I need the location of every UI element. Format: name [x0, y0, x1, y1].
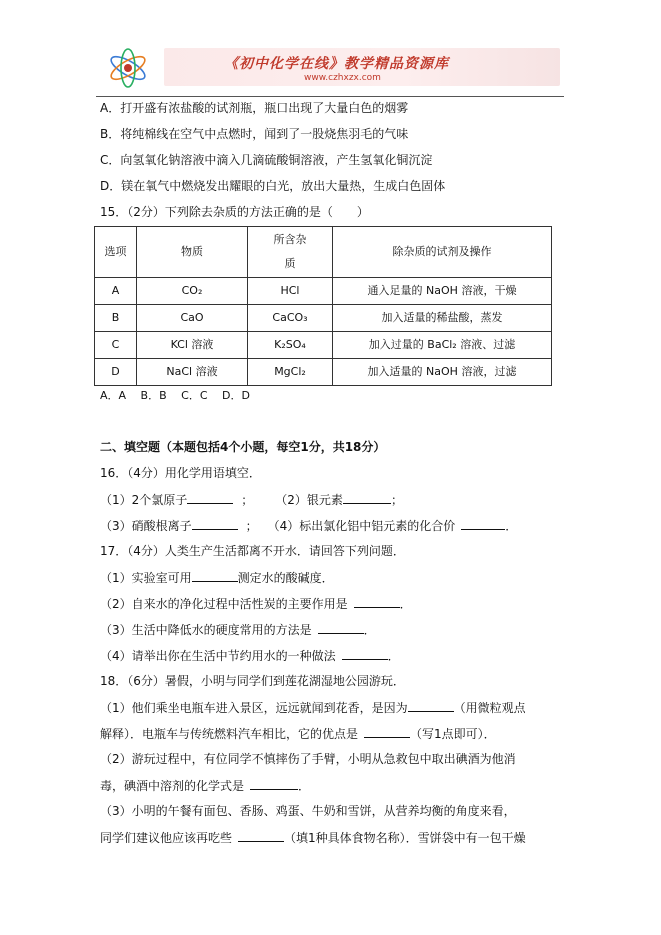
table-row [95, 305, 552, 332]
q17-part2-end: ． [399, 597, 412, 611]
table-cell: NaCl 溶液 [137, 359, 248, 386]
q17-line1 [100, 569, 334, 586]
q18-part1: （1）他们乘坐电瓶车进入景区，远远就闻到花香，是因为 [100, 701, 408, 715]
q18-line1 [100, 699, 526, 716]
table-cell: 加入适量的稀盐酸，蒸发 [333, 305, 552, 332]
table-cell: CaCO₃ [248, 305, 333, 332]
table-header-row [95, 227, 552, 278]
answer-blank[interactable] [461, 517, 505, 530]
q17-part2: （2）自来水的净化过程中活性炭的主要作用是 [100, 597, 348, 611]
table-cell: HCl [248, 278, 333, 305]
banner-title: 《初中化学在线》教学精品资源库 [224, 56, 449, 72]
q17-line3 [100, 621, 376, 638]
answer-blank[interactable] [342, 647, 388, 660]
answer-blank[interactable] [192, 569, 238, 582]
banner-url: www.czhxzx.com [304, 73, 381, 83]
table-header-cell: 除杂质的试剂及操作 [333, 227, 552, 278]
q18-stem: 18．（6分）暑假，小明与同学们到莲花湖湿地公园游玩． [100, 674, 405, 688]
answer-blank[interactable] [343, 491, 391, 504]
q18-line6 [100, 829, 526, 846]
q16-part2: （2）银元素 [281, 493, 343, 507]
atom-logo-icon [106, 46, 150, 90]
q16-part1: （1）2个氯原子 [100, 493, 188, 507]
header-divider [96, 96, 564, 97]
q18-part1-note: （写1点即可）． [410, 727, 496, 741]
answer-blank[interactable] [364, 725, 410, 738]
page-header [100, 44, 564, 94]
q16-line1 [100, 491, 403, 508]
table-cell: 通入足量的 NaOH 溶液，干燥 [333, 278, 552, 305]
table-cell: D [95, 359, 137, 386]
q18-part3-cont: 同学们建议他应该再吃些 [100, 831, 233, 845]
q16-stem: 16．（4分）用化学用语填空． [100, 466, 261, 480]
answer-blank[interactable] [408, 699, 454, 712]
q17-line4 [100, 647, 400, 664]
q16-sep: ； [245, 519, 258, 533]
option-d: D．镁在氧气中燃烧发出耀眼的白光，放出大量热，生成白色固体 [100, 179, 446, 193]
q16-line2 [100, 517, 517, 534]
q16-end: ． [505, 519, 518, 533]
table-cell: 加入适量的 NaOH 溶液，过滤 [333, 359, 552, 386]
option-b: B．将纯棉线在空气中点燃时，闻到了一股烧焦羽毛的气味 [100, 127, 409, 141]
option-a: A．打开盛有浓盐酸的试剂瓶，瓶口出现了大量白色的烟雾 [100, 101, 409, 115]
table-cell: B [95, 305, 137, 332]
q16-sep: ； [390, 493, 403, 507]
option-c: C．向氢氧化钠溶液中滴入几滴硫酸铜溶液，产生氢氧化铜沉淀 [100, 153, 433, 167]
section-title: 二、填空题（本题包括4个小题，每空1分，共18分） [100, 440, 386, 454]
answer-blank[interactable] [250, 777, 298, 790]
q15-table [94, 226, 552, 386]
answer-blank[interactable] [238, 829, 284, 842]
answer-blank[interactable] [354, 595, 400, 608]
q17-part1: （1）实验室可用 [100, 571, 192, 585]
q15-stem: 15．（2分）下列除去杂质的方法正确的是（ ） [100, 205, 369, 219]
q16-part4: （4）标出氯化铝中铝元素的化合价 [273, 519, 456, 533]
table-header-cell: 物质 [137, 227, 248, 278]
table-cell: CO₂ [137, 278, 248, 305]
q17-part4: （4）请举出你在生活中节约用水的一种做法 [100, 649, 336, 663]
table-row [95, 278, 552, 305]
q15-choices: A．A B．B C．C D．D [100, 389, 250, 402]
q18-part1-cont: 解释）．电瓶车与传统燃料汽车相比，它的优点是 [100, 727, 359, 741]
answer-blank[interactable] [187, 491, 233, 504]
q18-line3: （2）游玩过程中，有位同学不慎摔伤了手臂，小明从急救包中取出碘酒为他消 [100, 752, 516, 766]
table-cell: CaO [137, 305, 248, 332]
q17-part3: （3）生活中降低水的硬度常用的方法是 [100, 623, 312, 637]
q17-stem: 17．（4分）人类生产生活都离不开水．请回答下列问题． [100, 544, 405, 558]
table-header-cell: 选项 [95, 227, 137, 278]
table-cell: K₂SO₄ [248, 332, 333, 359]
table-cell: C [95, 332, 137, 359]
header-impurity: 所含杂质 [273, 233, 307, 270]
q18-line4 [100, 777, 310, 794]
answer-blank[interactable] [192, 517, 238, 530]
q18-line2 [100, 725, 496, 742]
table-row [95, 359, 552, 386]
q17-part3-end: ． [363, 623, 376, 637]
q17-part1-end: 测定水的酸碱度． [237, 571, 334, 585]
table-cell: KCl 溶液 [137, 332, 248, 359]
answer-blank[interactable] [318, 621, 364, 634]
q17-line2 [100, 595, 412, 612]
table-cell: A [95, 278, 137, 305]
q18-part1-hint: （用微粒观点 [453, 701, 526, 715]
q17-part4-end: ． [387, 649, 400, 663]
table-header-cell [248, 227, 333, 278]
q16-part3: （3）硝酸根离子 [100, 519, 192, 533]
q16-sep: ； [241, 493, 254, 507]
q18-part2-cont: 毒，碘酒中溶剂的化学式是 [100, 779, 245, 793]
q18-part2-end: ． [298, 779, 311, 793]
q18-part3-end: （填1种具体食物名称）．雪饼袋中有一包干燥 [284, 831, 526, 845]
table-cell: MgCl₂ [248, 359, 333, 386]
banner [164, 48, 560, 86]
table-row [95, 332, 552, 359]
q18-line5: （3）小明的午餐有面包、香肠、鸡蛋、牛奶和雪饼，从营养均衡的角度来看， [100, 804, 516, 818]
table-cell: 加入过量的 BaCl₂ 溶液、过滤 [333, 332, 552, 359]
